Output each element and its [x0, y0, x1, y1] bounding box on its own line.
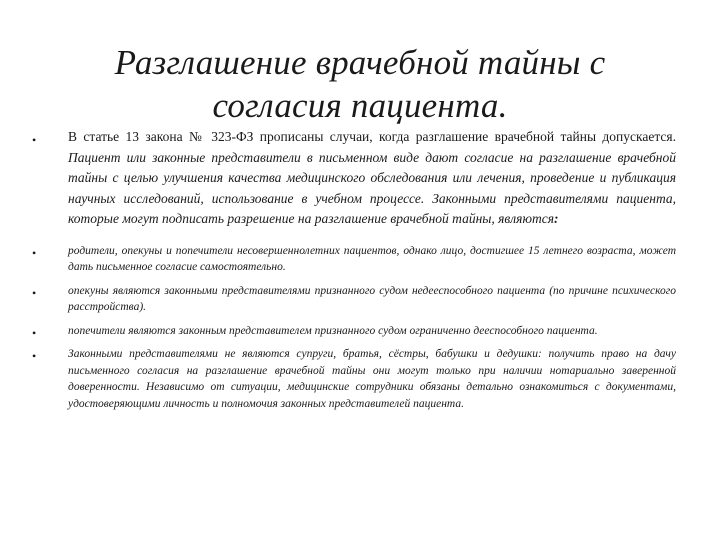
list-item — [30, 243, 676, 276]
list-item-text: опекуны являются законными представителями признанного судом недееспособного пациента (по причине психического расстройства). — [68, 284, 676, 313]
list-item — [30, 346, 676, 412]
bullet-paragraph — [30, 127, 676, 230]
paragraph-italic-text: Пациент или законные представители в письменном виде дают согласие на разглашение врачебной тайны с целью улучшения качества медицинского обследования или лечения, проведение и публикация научных исследований, использование в учебном процессе. Законными представителями пациента, которые могут подписать разрешение на разглашение врачебной тайны, являются — [68, 149, 676, 226]
list-item-text: Законными представителями не являются супруги, братья, сёстры, бабушки и дедушки: получить право на дачу письменного согласия на разглашение врачебной тайны они могут только при наличии нотариально заверенной доверенности. Независимо от ситуации, медицинские сотрудники обязаны детально ознакомиться с документами, удостоверяющими личность и полномочия законных представителей пациента. — [68, 348, 676, 410]
paragraph-colon: : — [554, 211, 559, 226]
list-item — [30, 323, 676, 340]
bullet-icon: • — [32, 349, 37, 363]
slide-content — [30, 127, 676, 419]
bullet-icon: • — [32, 133, 37, 147]
bullet-icon: • — [32, 245, 37, 260]
bullet-icon: • — [32, 325, 37, 340]
list-item — [30, 283, 676, 316]
slide-title: Разглашение врачебной тайны с согласия пациента. — [114, 43, 606, 126]
paragraph-plain-text: В статье 13 закона № 323-ФЗ прописаны случаи, когда разглашение врачебной тайны допускается. — [68, 129, 676, 144]
bullet-icon: • — [32, 285, 37, 300]
list-item-text: родители, опекуны и попечители несовершеннолетних пациентов, однако лицо, достигшее 15 летнего возраста, может дать письменное согласие самостоятельно. — [68, 244, 676, 273]
list-item-text: попечители являются законным представителем признанного судом ограниченно дееспособного пациента. — [68, 324, 598, 337]
